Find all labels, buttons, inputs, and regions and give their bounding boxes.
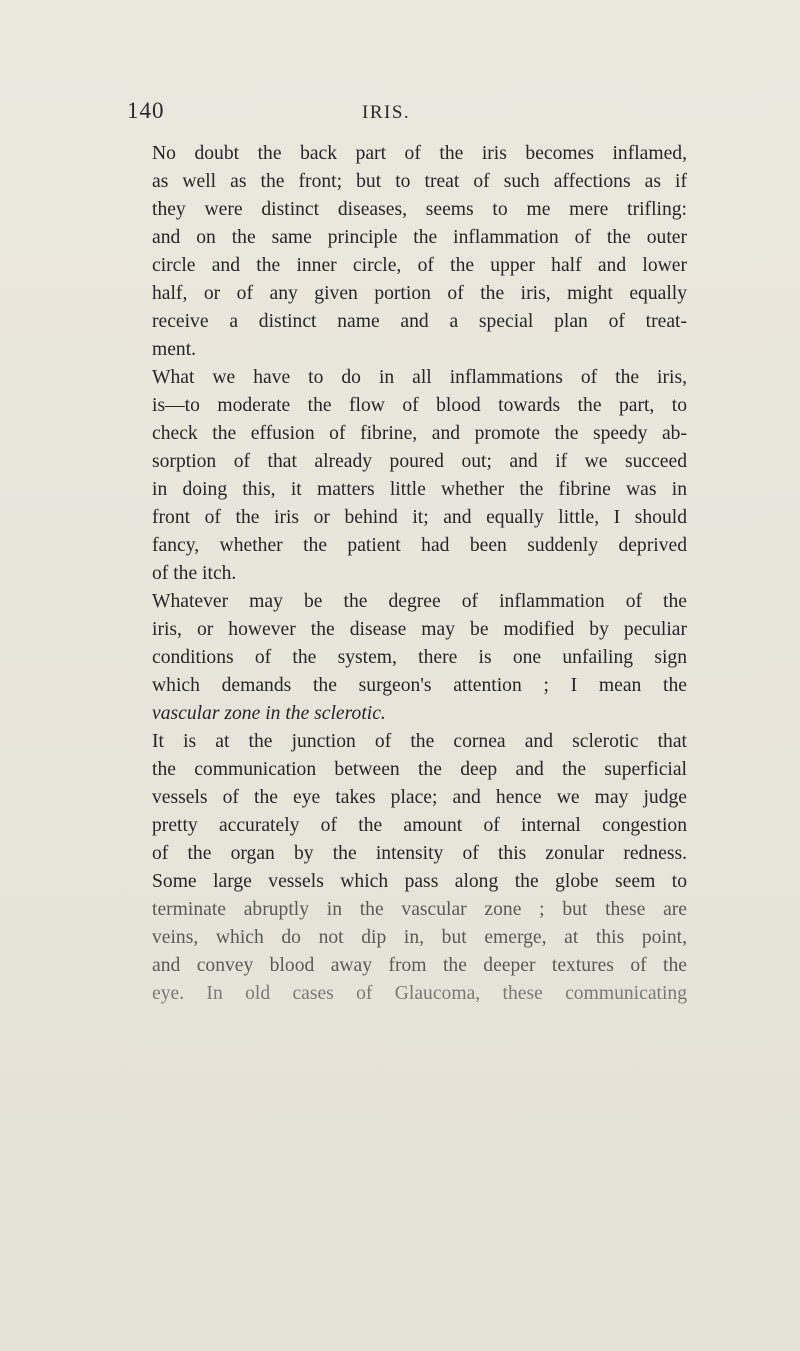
text-line: fancy, whether the patient had been suddenly deprived [152, 535, 687, 556]
text-line: conditions of the system, there is one unfailing sign [152, 647, 687, 668]
text-line: they were distinct diseases, seems to me mere trifling: [152, 199, 687, 220]
text-line: of the organ by the intensity of this zonular redness. [152, 843, 687, 864]
text-line: terminate abruptly in the vascular zone ; but these are [152, 899, 687, 920]
paragraph-2 [127, 364, 687, 588]
text-line: of the itch. [152, 563, 237, 584]
text-line: veins, which do not dip in, but emerge, at this point, [152, 927, 687, 948]
paragraph-3 [127, 588, 687, 728]
text-line: and convey blood away from the deeper textures of the [152, 955, 687, 976]
text-line: iris, or however the disease may be modified by peculiar [152, 619, 687, 640]
text-line: eye. In old cases of Glaucoma, these communicating [152, 983, 687, 1004]
text-line: is—to moderate the flow of blood towards the part, to [152, 395, 687, 416]
text-line: which demands the surgeon's attention ; I mean the [152, 675, 687, 696]
text-line: circle and the inner circle, of the upper half and lower [152, 255, 687, 276]
text-line: vessels of the eye takes place; and hence we may judge [152, 787, 687, 808]
text-line: as well as the front; but to treat of such affections as if [152, 171, 687, 192]
text-line: Some large vessels which pass along the globe seem to [152, 871, 687, 892]
page-number: 140 [127, 98, 165, 123]
text-line: sorption of that already poured out; and if we succeed [152, 451, 687, 472]
text-line: pretty accurately of the amount of internal congestion [152, 815, 687, 836]
paragraph-1 [127, 140, 687, 364]
text-line: check the effusion of fibrine, and promote the speedy ab- [152, 423, 687, 444]
running-head [127, 98, 687, 128]
text-line: Whatever may be the degree of inflammation of the [152, 591, 687, 612]
text-line: receive a distinct name and a special plan of treat- [152, 311, 687, 332]
text-line: front of the iris or behind it; and equally little, I should [152, 507, 687, 528]
emphasized-line: vascular zone in the sclerotic. [152, 703, 386, 724]
running-title: IRIS. [362, 102, 411, 123]
text-line: What we have to do in all inflammations of the iris, [152, 367, 687, 388]
text-line: No doubt the back part of the iris becomes inflamed, [152, 143, 687, 164]
text-line: half, or of any given portion of the iris, might equally [152, 283, 687, 304]
paragraph-4 [127, 728, 687, 1008]
text-line: ment. [152, 339, 197, 360]
text-line: It is at the junction of the cornea and sclerotic that [152, 731, 687, 752]
text-line: the communication between the deep and the superficial [152, 759, 687, 780]
text-line: and on the same principle the inflammation of the outer [152, 227, 687, 248]
body-text [127, 140, 687, 1008]
text-line: in doing this, it matters little whether the fibrine was in [152, 479, 687, 500]
